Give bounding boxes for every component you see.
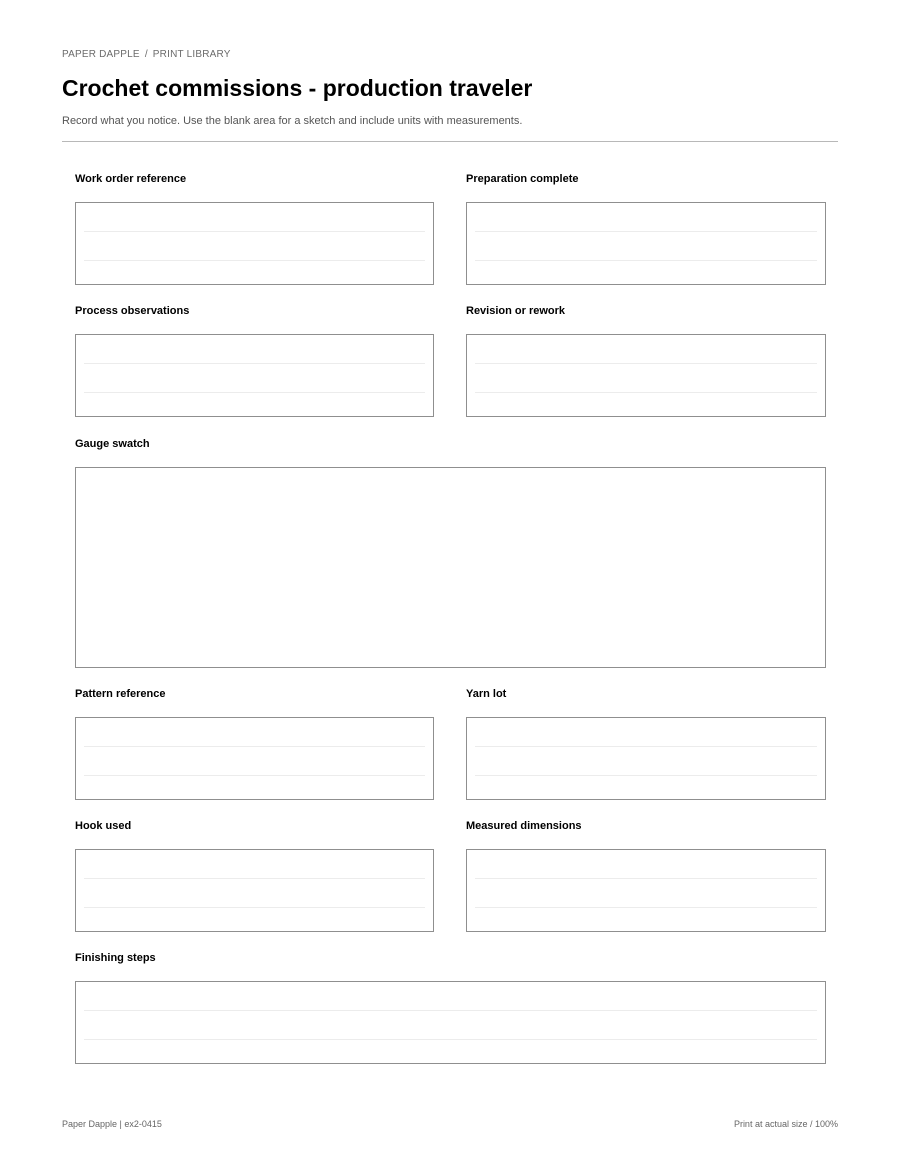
revision-input[interactable]: [466, 334, 826, 417]
work-order-label: Work order reference: [75, 173, 187, 185]
yarn-lot-input[interactable]: [466, 717, 826, 800]
gauge-swatch-sketch-area[interactable]: [75, 467, 826, 668]
page-title: Crochet commissions - production traveler: [62, 75, 533, 101]
process-observations-input[interactable]: [75, 334, 434, 417]
revision-label: Revision or rework: [466, 305, 566, 317]
writing-line: [475, 231, 817, 232]
breadcrumb: [62, 49, 231, 60]
writing-line: [84, 260, 425, 261]
pattern-reference-input[interactable]: [75, 717, 434, 800]
process-observations-label: Process observations: [75, 305, 190, 317]
breadcrumb-separator: /: [144, 49, 148, 60]
measured-dimensions-label: Measured dimensions: [466, 820, 582, 832]
writing-line: [84, 392, 425, 393]
writing-line: [475, 363, 817, 364]
header-divider: [62, 141, 838, 142]
writing-line: [84, 1039, 817, 1040]
breadcrumb-brand: PAPER DAPPLE: [62, 49, 140, 60]
yarn-lot-label: Yarn lot: [466, 688, 507, 700]
breadcrumb-section: PRINT LIBRARY: [152, 49, 231, 60]
writing-line: [84, 907, 425, 908]
finishing-steps-input[interactable]: [75, 981, 826, 1064]
writing-line: [84, 775, 425, 776]
writing-line: [84, 231, 425, 232]
writing-line: [475, 260, 817, 261]
writing-line: [475, 746, 817, 747]
work-order-input[interactable]: [75, 202, 434, 285]
preparation-input[interactable]: [466, 202, 826, 285]
hook-used-label: Hook used: [75, 820, 132, 832]
preparation-label: Preparation complete: [466, 173, 579, 185]
writing-line: [84, 1010, 817, 1011]
writing-line: [84, 363, 425, 364]
footer-document-id: Paper Dapple | ex2-0415: [62, 1119, 162, 1129]
footer-print-note: Print at actual size / 100%: [733, 1119, 838, 1129]
writing-line: [475, 907, 817, 908]
measured-dimensions-input[interactable]: [466, 849, 826, 932]
pattern-reference-label: Pattern reference: [75, 688, 166, 700]
page-subtitle: Record what you notice. Use the blank area for a sketch and include units with measurements.: [62, 115, 523, 127]
hook-used-input[interactable]: [75, 849, 434, 932]
writing-line: [475, 878, 817, 879]
gauge-swatch-label: Gauge swatch: [75, 438, 150, 450]
writing-line: [475, 392, 817, 393]
writing-line: [84, 878, 425, 879]
finishing-steps-label: Finishing steps: [75, 952, 156, 964]
writing-line: [475, 775, 817, 776]
writing-line: [84, 746, 425, 747]
